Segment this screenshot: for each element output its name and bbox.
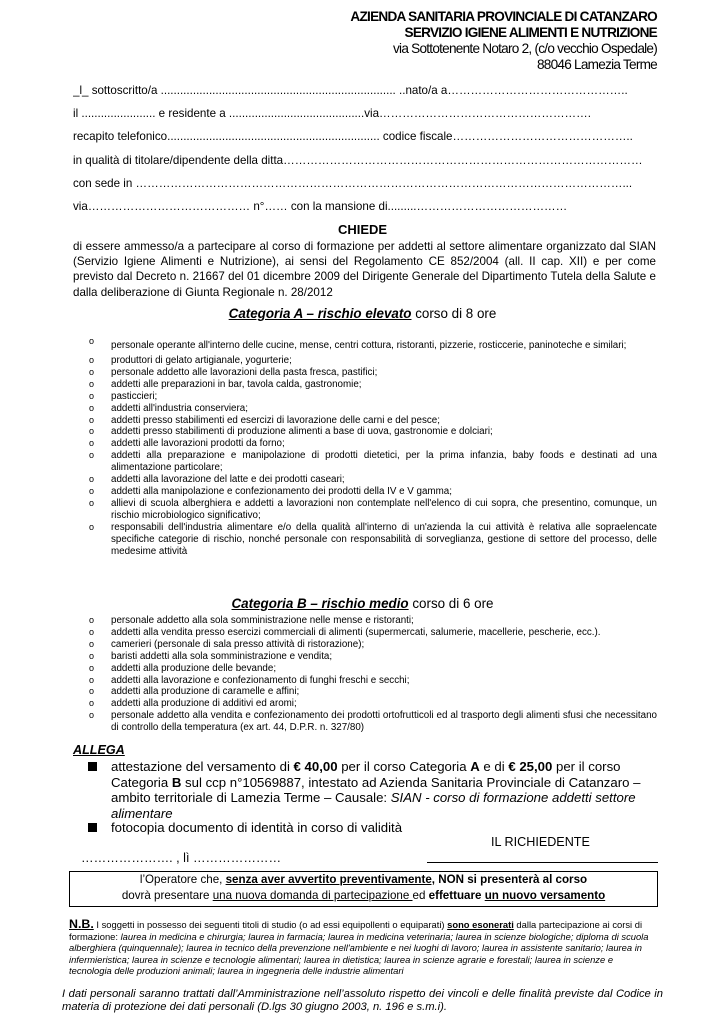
bullet-icon: o — [89, 698, 95, 709]
signature-line[interactable] — [427, 862, 658, 863]
header-org-name: AZIENDA SANITARIA PROVINCIALE DI CATANZARO — [350, 9, 657, 24]
list-item: o allievi di scuola alberghiera e addetti a lavorazioni non contemplate nell'elenco di cui sopra, che presentino, comunque, un rischio microbiologico significativo; — [89, 497, 657, 521]
list-item: o addetti alla lavorazione e confezionamento di funghi freschi e secchi; — [89, 674, 410, 686]
category-a-duration: corso di 8 ore — [411, 306, 497, 321]
bullet-icon: o — [89, 686, 95, 697]
bullet-icon: o — [89, 378, 95, 389]
header-city: 88046 Lamezia Terme — [536, 57, 657, 72]
list-item: o addetti alla vendita presso esercizi commerciali di alimenti (supermercati, salumerie, macellerie, pescherie, ecc.). — [89, 626, 601, 638]
field-birthdate-residence[interactable]: il ....................... e residente a ..........................................via………………………………………………. — [73, 107, 591, 121]
list-item: o responsabili dell'industria alimentare e/o della qualità all'interno di un'azienda la cui attività è relativa alle sopraelencate specifiche categorie di rischio, nonché personale con responsabilità di sorveglianza, gestione di settore del processo, delle medesime attività — [89, 521, 657, 557]
list-item: o produttori di gelato artigianale, yogurterie; — [89, 355, 292, 366]
list-item: o addetti alla produzione delle bevande; — [89, 662, 277, 674]
list-item: o addetti all'industria conserviera; — [89, 402, 248, 414]
square-bullet-icon — [88, 823, 97, 832]
field-street-role[interactable]: via…………………………………… n°…… con la mansione di.........………………………………… — [73, 199, 568, 213]
bullet-icon: o — [89, 521, 95, 532]
bullet-icon: o — [89, 650, 95, 661]
letterhead — [350, 9, 657, 73]
field-company[interactable]: in qualità di titolare/dipendente della ditta………………………………………………………………………………… — [73, 153, 643, 167]
bullet-icon: o — [89, 366, 95, 377]
list-item: o addetti presso stabilimenti di produzione alimenti a base di uova, gastronomie e dolciari; — [89, 426, 493, 438]
bullet-icon: o — [89, 336, 95, 346]
list-item: o addetti alle lavorazioni prodotti da forno; — [89, 438, 285, 450]
attachment-id-copy — [88, 820, 658, 836]
attachments-heading: ALLEGA — [73, 743, 125, 757]
bullet-icon: o — [89, 390, 95, 401]
bullet-icon: o — [89, 615, 95, 625]
list-item: o addetti alla lavorazione del latte e dei prodotti caseari; — [89, 474, 345, 486]
request-paragraph: di essere ammesso/a a partecipare al corso di formazione per addetti al settore alimentare organizzato dal SIAN (Servizio Igiene Alimenti e Nutrizione), ai sensi del Regolamento CE 852/2004 (all. II cap. XII) e per come previsto dal Decreto n. 21667 del 01 dicembre 2009 del Dirigente Generale del Dipartimento Tutela della Salute e dalla deliberazione di Giunta Regionale n. 28/2012 — [73, 240, 656, 299]
list-item: o addetti alla manipolazione e confezionamento dei prodotti della IV e V gamma; — [89, 485, 452, 497]
list-item: o personale addetto alla vendita e confezionamento dei prodotti ortofrutticoli ed al trasporto degli alimenti sfusi che necessitano di controllo della temperatura (ex art. 44, D.P.R. n. 327/80) — [89, 710, 657, 734]
bullet-icon: o — [89, 626, 95, 637]
bullet-icon: o — [89, 426, 95, 437]
list-item: o pasticcieri; — [89, 390, 158, 402]
applicant-fields — [73, 82, 658, 221]
nb-label: N.B. — [69, 917, 94, 931]
bullet-icon: o — [89, 662, 95, 673]
bullet-icon: o — [89, 438, 95, 449]
field-phone-taxcode[interactable]: recapito telefonico.................................................................. codice fiscale……………………………………….. — [73, 130, 633, 144]
bullet-icon: o — [89, 450, 95, 461]
absence-warning-box — [69, 871, 658, 907]
list-item: o personale addetto alla sola somministrazione nelle mense e ristoranti; — [89, 615, 414, 626]
list-item: o baristi addetti alla sola somministrazione e vendita; — [89, 650, 333, 662]
exemption-note: N.B. I soggetti in possesso dei seguenti titoli di studio (o ad essi equipollenti o equiparati) sono esonerati dalla partecipazione ai corsi di formazione: laurea in medicina e chirurgia; laurea in farmacia; laurea in medicina veterinaria; laurea in scienze biologiche; diploma di scuola alberghiera (quinquennale); laurea in tecnico della prevenzione nell'ambiente e nei luoghi di lavoro; laurea in assistente sanitario; laurea in infermieristica; laurea in scienze e tecnologie alimentari; laurea in dietistica; laurea in scienze agrarie e forestali; laurea in scienze e tecnologia delle produzioni animali; laurea in ingegneria delle industrie alimentari — [69, 917, 649, 977]
category-a-name: Categoria A – rischio elevato — [228, 306, 412, 321]
request-heading: CHIEDE — [337, 222, 388, 237]
list-item: o addetti alla preparazione e manipolazione di prodotti dietetici, per la prima infanzia, baby foods e destinati ad una alimentazione particolare; — [89, 450, 657, 474]
list-item: o addetti alla produzione di caramelle e affini; — [89, 686, 300, 698]
privacy-notice: I dati personali saranno trattati dall’Amministrazione nell’assoluto rispetto dei vincoli e delle finalità previste dal Codice in materia di protezione dei dati personali (D.lgs 30 giugno 2003, n. 196 e s.m.i). — [62, 988, 663, 1014]
bullet-icon: o — [89, 355, 95, 365]
field-name-birthplace[interactable]: _l_ sottoscritto/a ......................................................................... ..nato/a a……………………………………….. — [73, 84, 628, 97]
place-date-field[interactable]: …………………. , lì ………………… — [81, 851, 282, 865]
category-a-title — [0, 306, 725, 321]
applicant-signature-label: IL RICHIEDENTE — [491, 835, 590, 849]
bullet-icon: o — [89, 414, 95, 425]
bullet-icon: o — [89, 485, 95, 496]
bullet-icon: o — [89, 402, 95, 413]
bullet-icon: o — [89, 638, 95, 649]
bullet-icon: o — [89, 497, 95, 508]
category-b-duration: corso di 6 ore — [408, 596, 494, 611]
category-b-title — [0, 596, 725, 611]
category-b-name: Categoria B – rischio medio — [231, 596, 409, 611]
bullet-icon: o — [89, 674, 95, 685]
list-item: o addetti alla produzione di additivi ed aromi; — [89, 698, 297, 710]
list-item: o addetti alle preparazioni in bar, tavola calda, gastronomie; — [89, 378, 362, 390]
bullet-icon: o — [89, 710, 95, 721]
list-item: o personale operante all'interno delle cucine, mense, centri cottura, ristoranti, pizzerie, rosticcerie, paninoteche e similari; — [89, 336, 627, 351]
list-item: o camerieri (personale di sala presso attività di ristorazione); — [89, 638, 365, 650]
header-address: via Sottotenente Notaro 2, (c/o vecchio Ospedale) — [393, 41, 657, 56]
attachment-payment-text: attestazione del versamento di € 40,00 per il corso Categoria A e di € 25,00 per il corso Categoria B sul ccp n°10569887, intestato ad Azienda Sanitaria Provinciale di Catanzaro – ambito territoriale di Lamezia Terme – Causale: SIAN - corso di formazione addetti settore alimentare — [111, 759, 641, 821]
attachment-id-text: fotocopia documento di identità in corso di validità — [111, 820, 403, 835]
category-b-list — [89, 615, 657, 734]
category-a-list — [89, 336, 657, 557]
field-company-seat[interactable]: con sede in ………………………………………………………………………………………………………………... — [73, 176, 633, 190]
list-item: o personale addetto alle lavorazioni della pasta fresca, pastifici; — [89, 366, 378, 378]
list-item: o addetti presso stabilimenti ed esercizi di lavorazione delle carni e del pesce; — [89, 414, 440, 426]
header-service-name: SERVIZIO IGIENE ALIMENTI E NUTRIZIONE — [404, 25, 657, 40]
bullet-icon: o — [89, 474, 95, 485]
attachment-payment — [88, 759, 658, 821]
square-bullet-icon — [88, 762, 97, 771]
warning-line-2: dovrà presentare una nuova domanda di partecipazione ed effettuare un nuovo versamento — [121, 889, 606, 902]
warning-line-1: l’Operatore che, senza aver avvertito preventivamente, NON si presenterà al corso — [139, 873, 588, 886]
